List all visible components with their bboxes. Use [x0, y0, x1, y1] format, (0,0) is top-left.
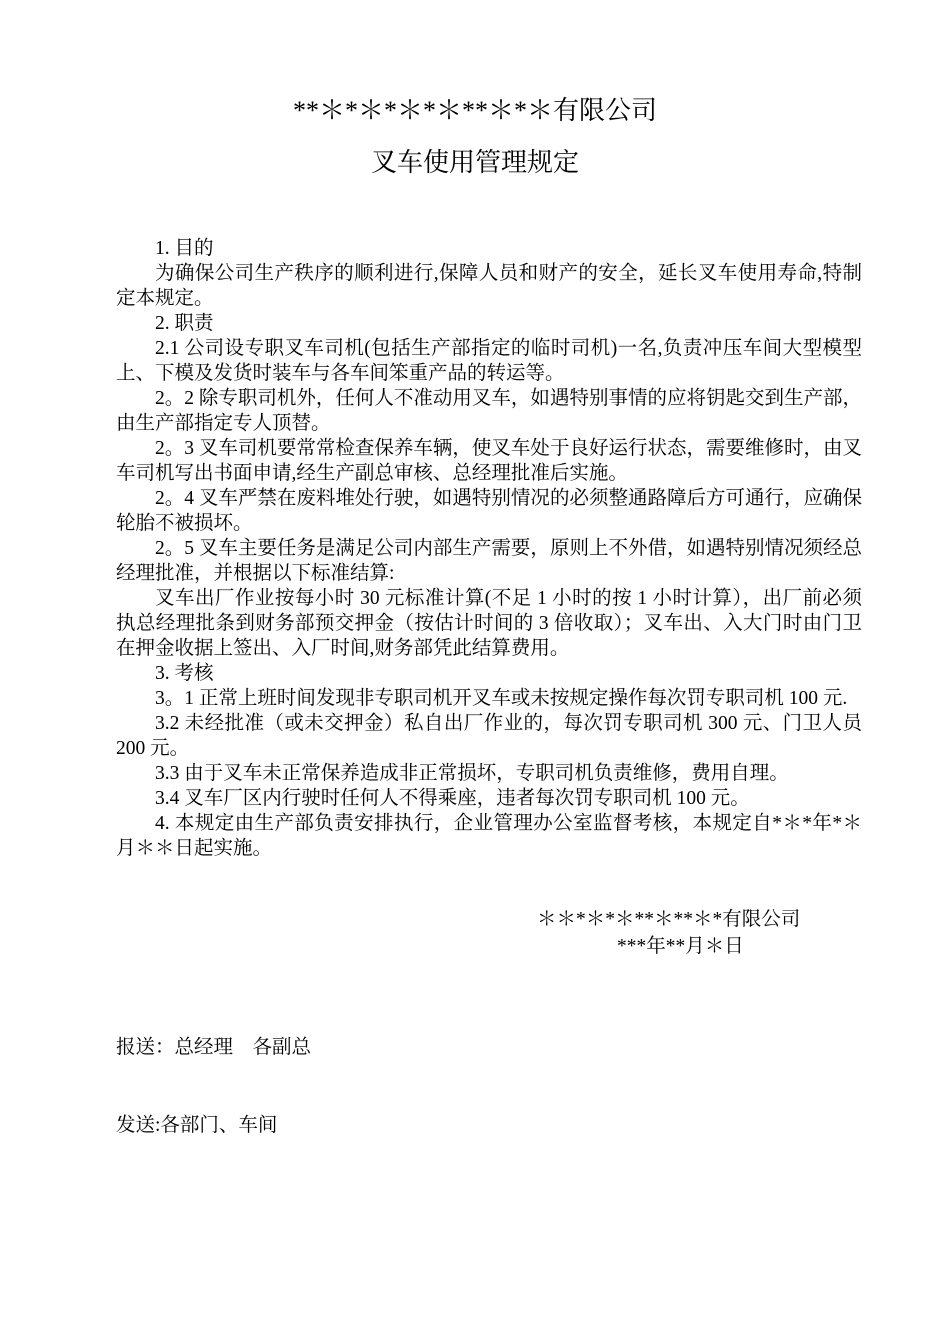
signature-block [537, 906, 837, 960]
clause-2-5: 2。5 叉车主要任务是满足公司内部生产需要，原则上不外借，如遇特别情况须经总经理批准，并根据以下标准结算: [116, 538, 862, 584]
section-4-paragraph: 4. 本规定由生产部负责安排执行，企业管理办公室监督考核，本规定自*＊*年*＊月＊＊日起实施。 [116, 813, 862, 859]
section-2-heading: 2. 职责 [155, 313, 214, 334]
signature-company: ＊＊*＊*＊**＊**＊*有限公司 [537, 909, 801, 930]
clause-2-2: 2。2 除专职司机外，任何人不准动用叉车，如遇特别事情的应将钥匙交到生产部，由生产部指定专人顶替。 [116, 388, 862, 434]
clause-2-3: 2。3 叉车司机要常常检查保养车辆，使叉车处于良好运行状态，需要维修时，由叉车司机写出书面申请,经生产副总审核、总经理批准后实施。 [116, 438, 862, 484]
clause-2-5-detail: 叉车出厂作业按每小时 30 元标准计算(不足 1 小时的按 1 小时计算），出厂前必须执总经理批条到财务部预交押金（按估计时间的 3 倍收取）；叉车出、入大门时由门卫在押金收据上签出、入厂时间,财务部凭此结算费用。 [116, 588, 862, 659]
clause-2-4: 2。4 叉车严禁在废料堆处行驶，如遇特别情况的必须整通路障后方可通行，应确保轮胎不被损坏。 [116, 488, 862, 534]
company-title: **＊*＊*＊*＊**＊*＊有限公司 [292, 96, 657, 125]
section-1-paragraph: 为确保公司生产秩序的顺利进行,保障人员和财产的安全，延长叉车使用寿命,特制定本规定。 [116, 263, 862, 309]
distribution-block [116, 983, 311, 1191]
section-3-heading: 3. 考核 [155, 663, 214, 684]
document-title: 叉车使用管理规定 [370, 148, 579, 177]
clause-3-4: 3.4 叉车厂区内行驶时任何人不得乘座，违者每次罚专职司机 100 元。 [155, 788, 750, 809]
section-1-heading: 1. 目的 [155, 238, 214, 259]
report-to-line: 报送：总经理 各副总 [116, 1037, 312, 1058]
document-body [116, 236, 862, 861]
send-to-line: 发送:各部门、车间 [116, 1115, 278, 1136]
clause-3-1: 3。1 正常上班时间发现非专职司机开叉车或未按规定操作每次罚专职司机 100 元. [155, 688, 848, 709]
clause-3-2: 3.2 未经批准（或未交押金）私自出厂作业的，每次罚专职司机 300 元、门卫人员 200 元。 [116, 713, 862, 759]
clause-3-3: 3.3 由于叉车未正常保养造成非正常损坏，专职司机负责维修，费用自理。 [155, 763, 789, 784]
clause-2-1: 2.1 公司设专职叉车司机(包括生产部指定的临时司机)一名,负责冲压车间大型模型上、下模及发货时装车与各车间笨重产品的转运等。 [116, 338, 862, 384]
signature-date: ***年**月＊日 [617, 936, 744, 957]
